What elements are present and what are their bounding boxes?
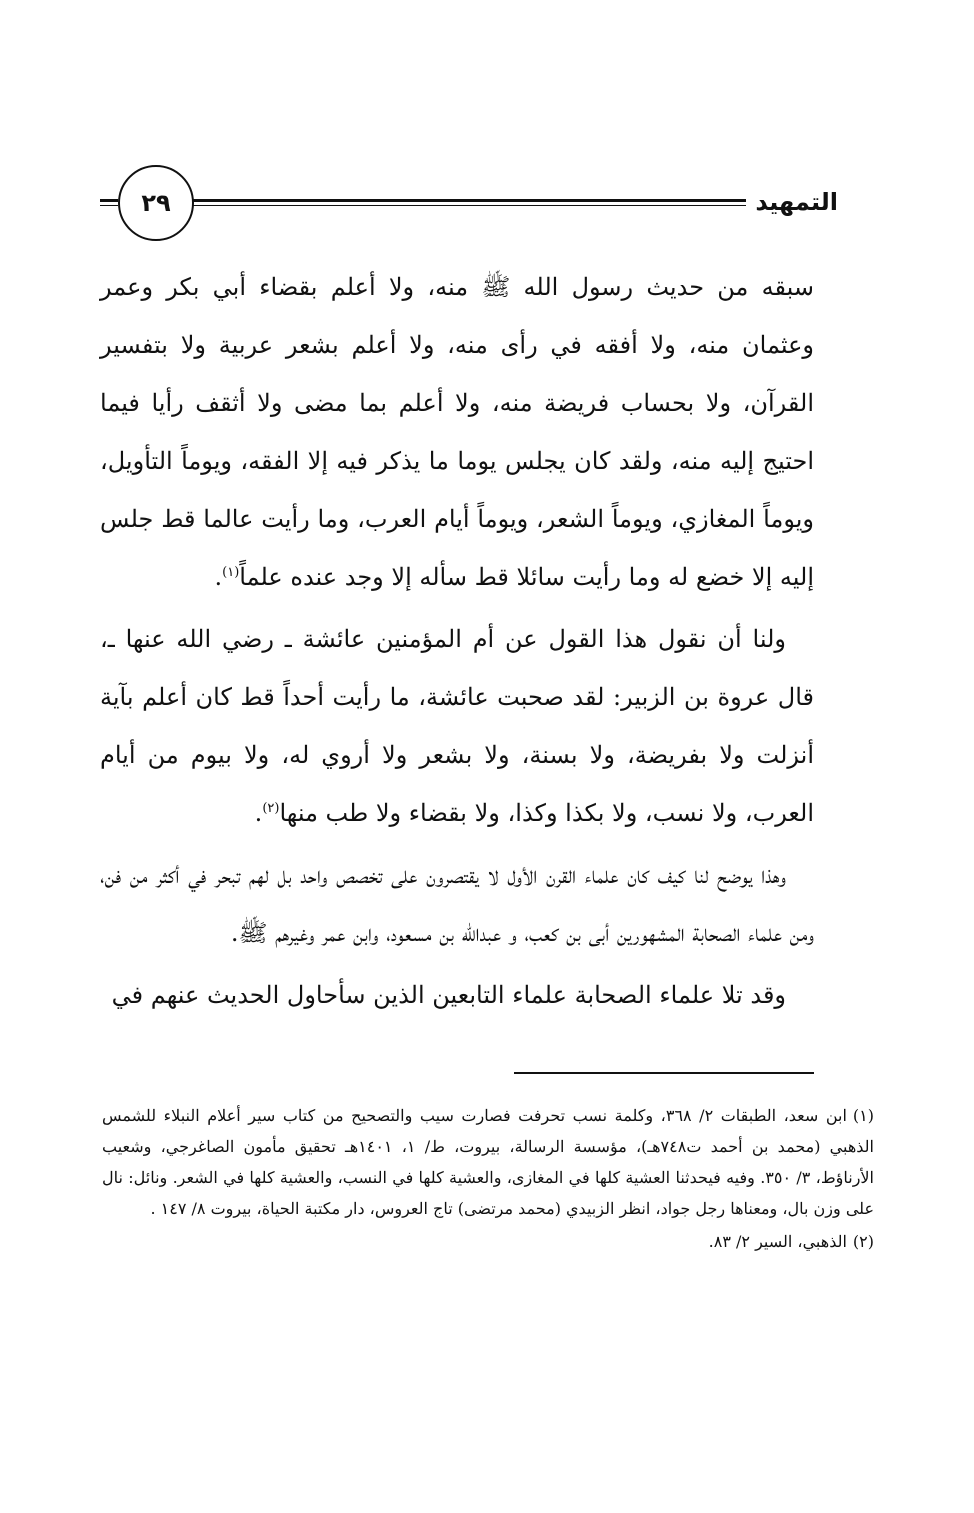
header-rule bbox=[170, 199, 746, 206]
page-number: ٢٩ bbox=[118, 165, 194, 241]
footnote-number: (٢) bbox=[852, 1232, 874, 1251]
running-title: التمهيد bbox=[755, 188, 838, 216]
footnote-2 bbox=[102, 1226, 874, 1257]
header-rule-end bbox=[100, 199, 118, 206]
footnote-text: ابن سعد، الطبقات ٢/ ٣٦٨، وكلمة نسب تحرفت فصارت سيب والتصحيح من كتاب سير أعلام النبلاء للشمس الذهبي (محمد بن أحمد ت٧٤٨هـ)، مؤسسة الرسالة، بيروت، ط/ ١، ١٤٠١هـ تحقيق مأمون الصاغرجي، وشعيب الأرناؤط، ٣/ ٣٥٠. وفيه فيحدثنا العشية كلها في المغازى، والعشية كلها في النسب، والعشية كلها في الشعر. ونائل: نال على وزن بال، ومعناها رجل جواد، انظر الزبيدي (محمد مرتضى) تاج العروس، دار مكتبة الحياة، بيروت ٨/ ١٤٧ . bbox=[102, 1106, 875, 1218]
paragraph-3: وهذا يوضح لنا كيف كان علماء القرن الأول لا يقتصرون على تخصص واحد بل لهم تبحر في أكثر من فن، ومن علماء الصحابة المشهورين أبى بن كعب، و عبدالله بن مسعود، وابن عمر وغيرهم ﷺ. bbox=[100, 861, 814, 947]
paragraph-1: سبقه من حديث رسول الله ﷺ منه، ولا أعلم بقضاء أبي بكر وعمر وعثمان منه، ولا أفقه في رأى منه، ولا أعلم بشعر عربية ولا بتفسير القرآن، ولا بحساب فريضة منه، ولا أعلم بما مضى ولا أثقف رأيا فيما احتيج إليه منه، ولقد كان يجلس يوما ما يذكر فيه إلا الفقه، ويوماً التأويل، ويوماً المغازي، ويوماً الشعر، ويوماً أيام العرب، وما رأيت عالما قط جلس إليه إلا خضع له وما رأيت سائلا قط سأله إلا وجد عنده علماً$^{(١)}$. bbox=[100, 273, 814, 591]
footnote-ref-2: (٢) bbox=[262, 801, 280, 816]
page-header bbox=[100, 165, 838, 245]
paragraph-4: وقد تلا علماء الصحابة علماء التابعين الذين سأحاول الحديث عنهم في bbox=[111, 981, 786, 1009]
footnote-number: (١) bbox=[852, 1106, 874, 1125]
footnotes bbox=[102, 1100, 874, 1259]
paragraph-2: ولنا أن نقول هذا القول عن أم المؤمنين عائشة ـ رضي الله عنها ـ، قال عروة بن الزبير: لقد صحبت عائشة، ما رأيت أحداً قط كان أعلم بآية أنزلت ولا بفريضة، ولا بسنة، ولا بشعر ولا أروي له، ولا بيوم من أيام العرب، ولا نسب، ولا بكذا وكذا، ولا بقضاء ولا طب منها$^{(٢)}$. bbox=[100, 625, 814, 827]
main-text bbox=[100, 258, 814, 1028]
footnote-separator bbox=[514, 1072, 814, 1074]
footnote-ref-1: (١) bbox=[222, 565, 240, 580]
footnote-text: الذهبي، السير ٢/ ٨٣. bbox=[708, 1232, 847, 1251]
footnote-1 bbox=[102, 1100, 874, 1224]
